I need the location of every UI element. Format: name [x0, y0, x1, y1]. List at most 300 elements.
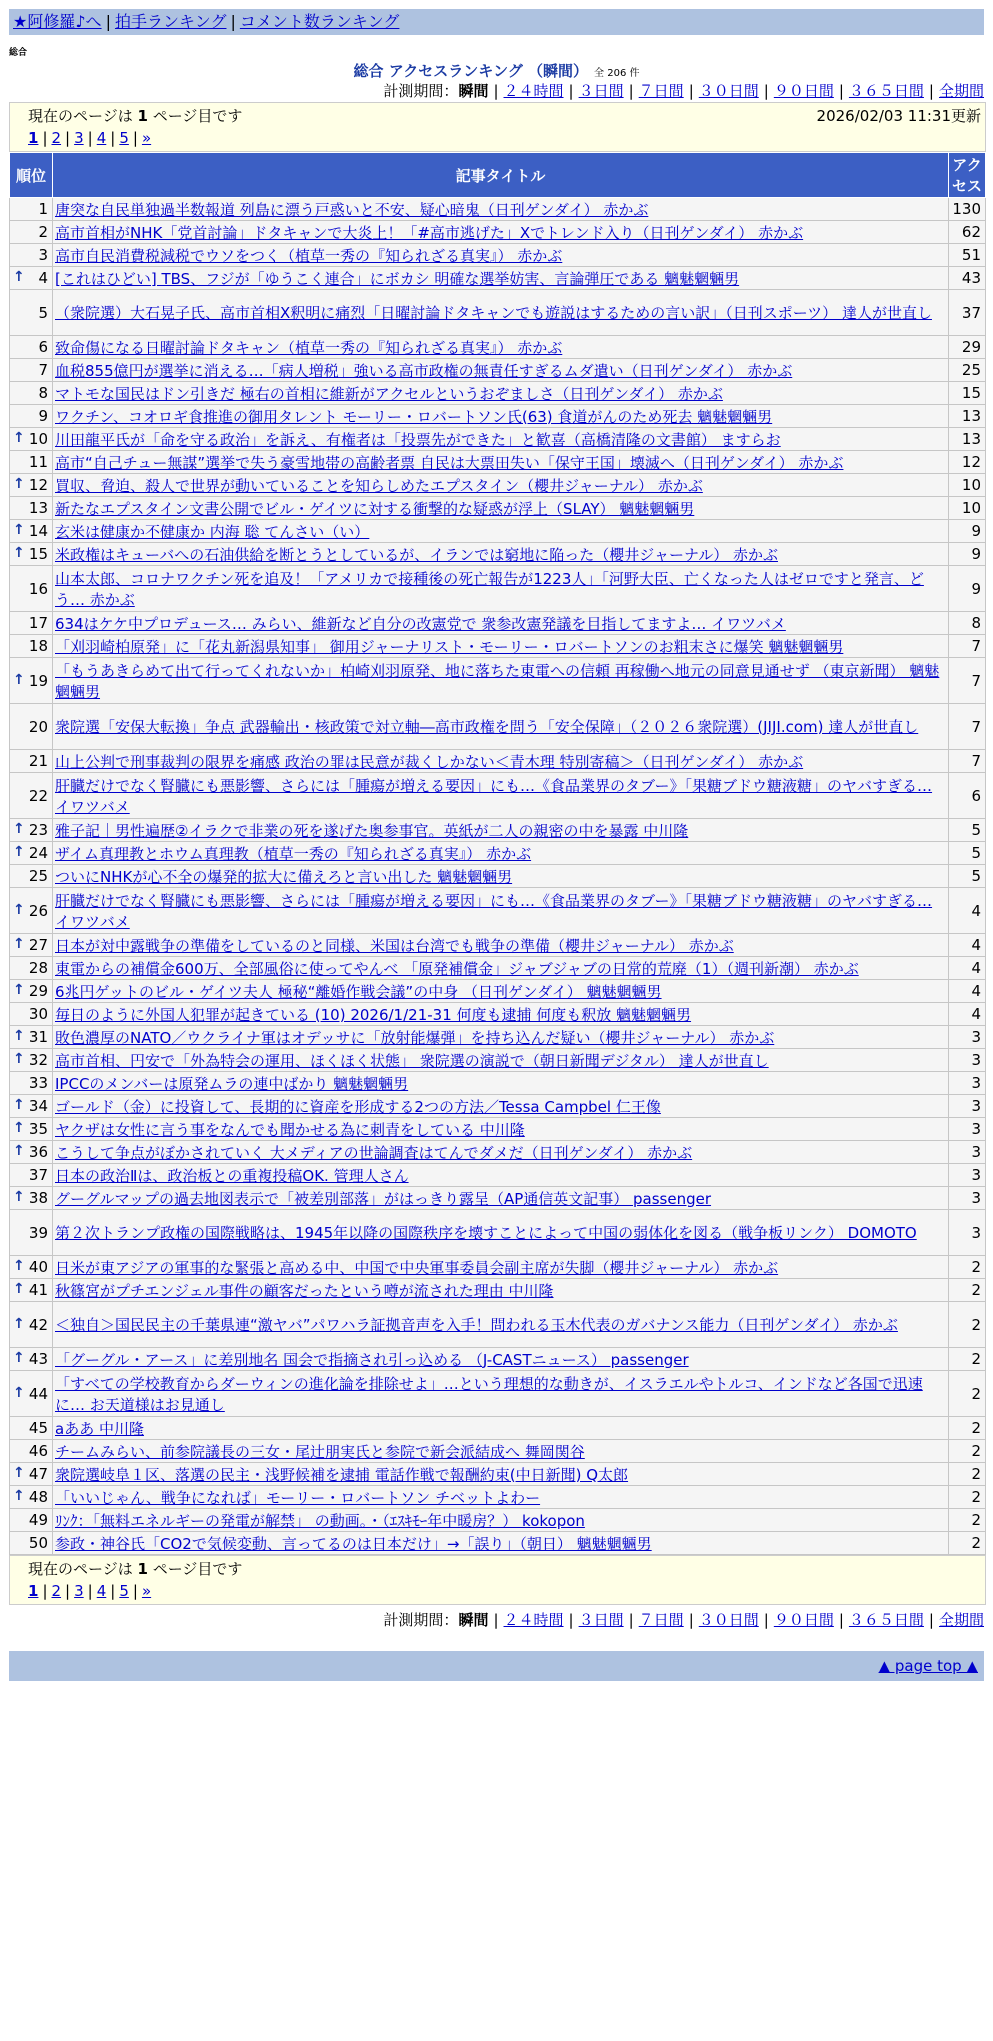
rank-number: 25 — [28, 867, 48, 885]
page-link-2[interactable]: 2 — [51, 1582, 62, 1600]
title-cell — [53, 865, 949, 888]
rank-number: 3 — [38, 246, 48, 264]
table-header-row — [10, 153, 986, 198]
article-title-link[interactable]: 玄米は健康か不健康か 内海 聡 てんさい（い） — [55, 522, 370, 541]
table-row — [10, 934, 986, 957]
period-link[interactable]: ３０日間 — [698, 1611, 759, 1629]
comment-ranking-link[interactable]: コメント数ランキング — [239, 12, 400, 31]
access-count-cell: 7 — [949, 750, 986, 773]
separator: | — [42, 129, 48, 147]
rank-number: 20 — [28, 717, 48, 736]
rank-up-arrow-icon: ↑ — [13, 1120, 25, 1136]
article-title-link[interactable]: 6兆円ゲットのビル・ゲイツ夫人 極秘“離婚作戦会議”の中身 （日刊ゲンダイ） 魑魅魍魎男 — [55, 982, 662, 1001]
article-title-link[interactable]: ついにNHKが心不全の爆発的拡大に備えろと言い出した 魑魅魍魎男 — [55, 867, 513, 886]
article-title-link[interactable]: 買収、脅迫、殺人で世界が動いていることを知らしめたエプスタイン（櫻井ジャーナル） 赤かぶ — [55, 476, 703, 495]
article-title-link[interactable]: 「グーグル・アース」に差別地名 国会で指摘され引っ込める （J-CASTニュース） passenger — [55, 1350, 689, 1369]
rank-up-arrow-icon: ↑ — [13, 522, 25, 538]
access-count-cell: 4 — [949, 1003, 986, 1026]
rank-number: 48 — [28, 1488, 48, 1506]
article-title-link[interactable]: チームみらい、前参院議長の三女・尾辻朋実氏と参院で新会派結成へ 舞岡関谷 — [55, 1442, 585, 1461]
rank-cell — [10, 1440, 53, 1463]
article-title-link[interactable]: 衆院選「安保大転換」争点 武器輸出・核政策で対立軸―高市政権を問う「安全保障」（２０２６衆院選）(JIJI.com) 達人が世直し — [55, 718, 919, 736]
rank-number: 18 — [28, 637, 48, 655]
title-cell — [53, 336, 949, 359]
title-cell — [53, 1003, 949, 1026]
access-count-cell: 2 — [949, 1279, 986, 1302]
rank-number: 49 — [28, 1511, 48, 1529]
title-cell — [53, 451, 949, 474]
article-title-link[interactable]: 高市“自己チュー無謀”選挙で失う豪雪地帯の高齢者票 自民は大票田失い「保守王国」壊滅へ（日刊ゲンダイ） 赤かぶ — [55, 453, 844, 472]
title-cell — [53, 1532, 949, 1555]
title-cell — [53, 1348, 949, 1371]
article-title-link[interactable]: 肝臓だけでなく腎臓にも悪影響、さらには「腫瘍が増える要因」にも…《食品業界のタブー》「果糖ブドウ糖液糖」のヤバすぎる… イワツバメ — [55, 776, 933, 816]
rank-up-arrow-icon: ↑ — [13, 901, 25, 918]
title-cell — [53, 1118, 949, 1141]
title-cell — [53, 612, 949, 635]
access-count-cell: 2 — [949, 1463, 986, 1486]
rank-cell — [10, 1072, 53, 1095]
article-title-link[interactable]: 敗色濃厚のNATO／ウクライナ軍はオデッサに「放射能爆弾」を持ち込んだ疑い（櫻井ジャーナル） 赤かぶ — [55, 1028, 775, 1047]
article-title-link[interactable]: 日本が対中露戦争の準備をしているのと同様、米国は台湾でも戦争の準備（櫻井ジャーナル） 赤かぶ — [55, 936, 734, 955]
rank-up-arrow-icon: ↑ — [13, 1384, 25, 1401]
title-cell — [53, 543, 949, 566]
separator: | — [110, 129, 116, 147]
page-links — [10, 127, 985, 149]
title-cell — [53, 221, 949, 244]
article-title-link[interactable]: 唐突な自民単独過半数報道 列島に漂う戸惑いと不安、疑心暗鬼（日刊ゲンダイ） 赤かぶ — [55, 200, 649, 219]
rank-cell — [10, 520, 53, 543]
column-header-rank: 順位 — [10, 153, 53, 198]
access-count-cell: 2 — [949, 1371, 986, 1417]
article-title-link[interactable]: 「すべての学校教育からダーウィンの進化論を排除せよ」…という理想的な動きが、イスラエルやトルコ、インドなど各国で迅速に… お天道様はお見通し — [55, 1374, 923, 1414]
rank-cell — [10, 1026, 53, 1049]
table-row — [10, 1279, 986, 1302]
rank-cell — [10, 980, 53, 1003]
article-title-link[interactable]: ＜独自＞国民民主の千葉県連“激ヤバ”パワハラ証拠音声を入手！問われる玉木代表のガバナンス能力（日刊ゲンダイ） 赤かぶ — [55, 1316, 898, 1334]
rank-cell — [10, 451, 53, 474]
access-count-cell: 8 — [949, 612, 986, 635]
access-count-cell: 25 — [949, 359, 986, 382]
top-navigation-bar — [9, 9, 984, 35]
page-link-4[interactable]: 4 — [96, 129, 107, 147]
access-count-cell: 3 — [949, 1026, 986, 1049]
table-row — [10, 1486, 986, 1509]
rank-up-arrow-icon: ↑ — [13, 476, 25, 492]
rank-cell — [10, 819, 53, 842]
separator: | — [65, 129, 71, 147]
rank-number: 40 — [28, 1258, 48, 1276]
separator: | — [688, 82, 694, 100]
access-count-cell: 4 — [949, 980, 986, 1003]
access-count-cell: 37 — [949, 290, 986, 336]
table-row — [10, 405, 986, 428]
page-link-5[interactable]: 5 — [119, 1582, 129, 1600]
separator: | — [838, 82, 844, 100]
page-top-link[interactable]: ▲ page top ▲ — [878, 1657, 978, 1675]
rank-number: 45 — [28, 1419, 48, 1437]
rank-cell — [10, 1095, 53, 1118]
table-row — [10, 198, 986, 221]
article-title-link[interactable]: 川田龍平氏が「命を守る政治」を訴え、有権者は「投票先ができた」と歓喜（高橋清隆の文書館） ますらお — [55, 430, 781, 449]
rank-cell — [10, 1003, 53, 1026]
rank-up-arrow-icon: ↑ — [13, 1350, 25, 1366]
article-title-link[interactable]: こうして争点がぼかされていく 大メディアの世論調査はてんでダメだ（日刊ゲンダイ） 赤かぶ — [55, 1143, 693, 1162]
rank-number: 7 — [38, 361, 48, 379]
separator: | — [928, 1611, 934, 1629]
table-row — [10, 1072, 986, 1095]
title-cell — [53, 750, 949, 773]
access-count-cell: 2 — [949, 1532, 986, 1555]
rank-cell — [10, 428, 53, 451]
table-row — [10, 1095, 986, 1118]
rank-cell — [10, 474, 53, 497]
article-title-link[interactable]: 「刈羽崎柏原発」に「花丸新潟県知事」 御用ジャーナリスト・モーリー・ロバートソンのお粗末さに爆笑 魑魅魍魎男 — [55, 637, 844, 656]
access-count-cell: 62 — [949, 221, 986, 244]
table-row — [10, 704, 986, 750]
separator: | — [105, 12, 111, 31]
rank-cell — [10, 221, 53, 244]
period-link[interactable]: ３日間 — [578, 1611, 624, 1629]
rank-up-arrow-icon: ↑ — [13, 1051, 25, 1067]
article-title-link[interactable]: 毎日のように外国人犯罪が起きている (10) 2026/1/21-31 何度も逮捕 何度も釈放 魑魅魍魎男 — [55, 1005, 692, 1024]
rank-number: 47 — [28, 1465, 48, 1483]
page-links — [10, 1580, 985, 1602]
pagination-box-bottom — [9, 1555, 986, 1605]
title-cell — [53, 1463, 949, 1486]
rank-number: 27 — [28, 936, 48, 954]
access-count-cell: 7 — [949, 658, 986, 704]
title-cell — [53, 635, 949, 658]
rank-cell — [10, 1118, 53, 1141]
rank-cell — [10, 543, 53, 566]
article-title-link[interactable]: 第２次トランプ政権の国際戦略は、1945年以降の国際秩序を壊すことによって中国の弱体化を図る（戦争板リンク） DOMOTO — [55, 1224, 917, 1242]
rank-number: 21 — [28, 752, 48, 770]
rank-up-arrow-icon: ↑ — [13, 1281, 25, 1297]
rank-up-arrow-icon: ↑ — [13, 430, 25, 446]
access-count-cell: 10 — [949, 474, 986, 497]
rank-up-arrow-icon: ↑ — [13, 1315, 25, 1332]
rank-number: 4 — [38, 269, 48, 287]
rank-cell — [10, 1486, 53, 1509]
period-selector-top — [0, 80, 984, 102]
table-row — [10, 1256, 986, 1279]
article-title-link[interactable]: グーグルマップの過去地図表示で「被差別部落」がはっきり露呈（AP通信英文記事） passenger — [55, 1189, 712, 1208]
period-link[interactable]: ３０日間 — [698, 82, 759, 100]
article-title-link[interactable]: 日本の政治Ⅱは、政治板との重複投稿OK. 管理人さん — [55, 1166, 409, 1185]
article-title-link[interactable]: 山本太郎、コロナワクチン死を追及！「アメリカで接種後の死亡報告が1223人」「河野大臣、亡くなった人はゼロですと発言、どう… 赤かぶ — [55, 569, 924, 609]
total-count: 全 206 件 — [594, 68, 640, 79]
article-title-link[interactable]: （衆院選）大石晃子氏、高市首相X釈明に痛烈「日曜討論ドタキャンでも遊説はするための言い訳」（日刊スポーツ） 達人が世直し — [55, 304, 932, 322]
rank-cell — [10, 1348, 53, 1371]
current-page-number: 1 — [137, 1560, 148, 1578]
rank-up-arrow-icon: ↑ — [13, 1028, 25, 1044]
rank-number: 5 — [38, 303, 48, 322]
page-link-1[interactable]: 1 — [28, 1582, 39, 1600]
access-count-cell: 7 — [949, 635, 986, 658]
article-title-link[interactable]: ヤクザは女性に言う事をなんでも聞かせる為に刺青をしている 中川隆 — [55, 1120, 525, 1139]
rank-number: 26 — [28, 901, 48, 920]
page-link-2[interactable]: 2 — [51, 129, 62, 147]
article-title-link[interactable]: 新たなエプスタイン文書公開でビル・ゲイツに対する衝撃的な疑惑が浮上（SLAY） 魑魅魍魎男 — [55, 499, 695, 518]
article-title-link[interactable]: 高市首相がNHK「党首討論」ドタキャンで大炎上！「#高市逃げた」Xでトレンド入り（日刊ゲンダイ） 赤かぶ — [55, 223, 804, 242]
table-row — [10, 566, 986, 612]
table-row — [10, 1302, 986, 1348]
title-cell — [53, 1509, 949, 1532]
rank-number: 31 — [28, 1028, 48, 1046]
article-title-link[interactable]: 雅子記｜男性遍歴②イラクで非業の死を遂げた奥参事官。英紙が二人の親密の中を暴露 中川隆 — [55, 821, 689, 840]
access-count-cell: 7 — [949, 704, 986, 750]
table-row — [10, 1463, 986, 1486]
title-cell — [53, 428, 949, 451]
table-row — [10, 980, 986, 1003]
article-title-link[interactable]: 高市首相、円安で「外為特会の運用、ほくほく状態」 衆院選の演説で（朝日新聞デジタル） 達人が世直し — [55, 1051, 769, 1070]
rank-cell — [10, 1164, 53, 1187]
separator: | — [65, 1582, 71, 1600]
rank-number: 42 — [28, 1315, 48, 1334]
article-title-link[interactable]: 高市自民消費税減税でウソをつく（植草一秀の『知られざる真実』） 赤かぶ — [55, 246, 563, 265]
article-title-link[interactable]: 秋篠宮がプチエンジェル事件の顧客だったという噂が流された理由 中川隆 — [55, 1281, 554, 1300]
rank-cell — [10, 1302, 53, 1348]
article-title-link[interactable]: 東電からの補償金600万、全部風俗に使ってやんべ 「原発補償金」ジャブジャブの日常的荒廃（1）（週刊新潮） 赤かぶ — [55, 959, 859, 978]
rank-cell — [10, 198, 53, 221]
table-row — [10, 267, 986, 290]
article-title-link[interactable]: 634はケケ中プロデュース… みらい、維新など自分の改憲党で 衆参改憲発議を目指してますよ… イワツバメ — [55, 614, 786, 633]
current-page-prefix: 現在のページは — [28, 1560, 138, 1578]
rank-up-arrow-icon: ↑ — [13, 269, 25, 285]
article-title-link[interactable]: マトモな国民はドン引きだ 極右の首相に維新がアクセルというおぞましさ（日刊ゲンダイ） 赤かぶ — [55, 384, 723, 403]
rank-number: 17 — [28, 614, 48, 632]
rank-cell — [10, 865, 53, 888]
rank-cell — [10, 957, 53, 980]
article-title-link[interactable]: 山上公判で刑事裁判の限界を痛感 政治の罪は民意が裁くしかない＜青木理 特別寄稿＞（日刊ゲンダイ） 赤かぶ — [55, 752, 804, 771]
rank-cell — [10, 1279, 53, 1302]
table-row — [10, 658, 986, 704]
rank-number: 43 — [28, 1350, 48, 1368]
period-link[interactable]: ９０日間 — [773, 82, 834, 100]
period-link[interactable]: ９０日間 — [773, 1611, 834, 1629]
rank-up-arrow-icon: ↑ — [13, 982, 25, 998]
title-cell — [53, 267, 949, 290]
ranking-table-body — [10, 198, 986, 1555]
access-count-cell: 4 — [949, 957, 986, 980]
article-title-link[interactable]: ワクチン、コオロギ食推進の御用タレント モーリー・ロバートソン氏(63) 食道がんのため死去 魑魅魍魎男 — [55, 407, 773, 426]
rank-cell — [10, 1141, 53, 1164]
access-count-cell: 3 — [949, 1210, 986, 1256]
current-page-prefix: 現在のページは — [28, 107, 138, 125]
article-title-link[interactable]: 致命傷になる日曜討論ドタキャン（植草一秀の『知られざる真実』） 赤かぶ — [55, 338, 563, 357]
title-cell — [53, 474, 949, 497]
article-title-link[interactable]: 「もうあきらめて出て行ってくれないか」柏崎刈羽原発、地に落ちた東電への信頼 再稼働へ地元の同意見通せず （東京新聞） 魑魅魍魎男 — [55, 661, 940, 701]
rank-number: 46 — [28, 1442, 48, 1460]
next-page-link[interactable]: » — [141, 129, 152, 147]
separator: | — [110, 1582, 116, 1600]
access-count-cell: 10 — [949, 497, 986, 520]
access-count-cell: 2 — [949, 1348, 986, 1371]
table-row — [10, 1348, 986, 1371]
period-link[interactable]: ２４時間 — [503, 1611, 564, 1629]
column-header-title: 記事タイトル — [53, 153, 949, 198]
table-row — [10, 1417, 986, 1440]
period-label: 計測期間： — [383, 82, 459, 100]
period-link[interactable]: ３６５日間 — [848, 82, 924, 100]
access-count-cell: 3 — [949, 1141, 986, 1164]
title-cell — [53, 1302, 949, 1348]
article-title-link[interactable]: [これはひどい] TBS、フジが「ゆうこく連合」にボカシ 明確な選挙妨害、言論弾圧である 魑魅魍魎男 — [55, 269, 740, 288]
title-cell — [53, 842, 949, 865]
rank-cell — [10, 934, 53, 957]
article-title-link[interactable]: 「いいじゃん、戦争になれば」モーリー・ロバートソン チベットよわー — [55, 1488, 541, 1507]
title-cell — [53, 658, 949, 704]
period-link[interactable]: ３６５日間 — [848, 1611, 924, 1629]
rank-cell — [10, 244, 53, 267]
rank-cell — [10, 1509, 53, 1532]
rank-cell — [10, 267, 53, 290]
rank-up-arrow-icon: ↑ — [13, 1189, 25, 1205]
rank-number: 41 — [28, 1281, 48, 1299]
rank-cell — [10, 1049, 53, 1072]
rank-number: 1 — [38, 200, 48, 218]
title-cell — [53, 1371, 949, 1417]
rank-cell — [10, 382, 53, 405]
separator: | — [87, 1582, 93, 1600]
title-cell — [53, 704, 949, 750]
rank-up-arrow-icon: ↑ — [13, 1143, 25, 1159]
table-row — [10, 1003, 986, 1026]
article-title-link[interactable]: 米政権はキューバへの石油供給を断とうとしているが、イランでは窮地に陥った（櫻井ジャーナル） 赤かぶ — [55, 545, 778, 564]
rank-cell — [10, 359, 53, 382]
access-count-cell: 9 — [949, 520, 986, 543]
rank-number: 12 — [28, 476, 48, 494]
table-row — [10, 474, 986, 497]
period-link[interactable]: 全期間 — [938, 82, 984, 100]
access-count-cell: 3 — [949, 1118, 986, 1141]
separator: | — [763, 82, 769, 100]
access-count-cell: 9 — [949, 566, 986, 612]
table-row — [10, 612, 986, 635]
rank-cell — [10, 290, 53, 336]
title-cell — [53, 1164, 949, 1187]
title-cell — [53, 888, 949, 934]
article-title-link[interactable]: 衆院選岐阜１区、落選の民主・浅野候補を逮捕 電話作戦で報酬約束(中日新聞) Q太郎 — [55, 1465, 629, 1484]
period-link[interactable]: ７日間 — [638, 1611, 684, 1629]
table-row — [10, 290, 986, 336]
title-cell — [53, 819, 949, 842]
table-row — [10, 451, 986, 474]
current-page-suffix: ページ目です — [147, 1560, 243, 1578]
rank-number: 8 — [38, 384, 48, 402]
page-link-3[interactable]: 3 — [74, 129, 84, 147]
title-cell — [53, 566, 949, 612]
rank-cell — [10, 658, 53, 704]
access-count-cell: 51 — [949, 244, 986, 267]
title-cell — [53, 1141, 949, 1164]
rank-cell — [10, 1532, 53, 1555]
table-row — [10, 359, 986, 382]
table-row — [10, 520, 986, 543]
title-cell — [53, 1026, 949, 1049]
page-link-3[interactable]: 3 — [74, 1582, 84, 1600]
access-count-cell: 13 — [949, 405, 986, 428]
pagination-box-top — [9, 102, 986, 152]
access-count-cell: 3 — [949, 1095, 986, 1118]
article-title-link[interactable]: 血税855億円が選挙に消える…「病人増税」強いる高市政権の無責任すぎるムダ遣い（日刊ゲンダイ） 赤かぶ — [55, 361, 793, 380]
separator: | — [493, 1611, 499, 1629]
separator: | — [838, 1611, 844, 1629]
access-count-cell: 3 — [949, 1164, 986, 1187]
current-page-suffix: ページ目です — [147, 107, 243, 125]
access-count-cell: 2 — [949, 1486, 986, 1509]
article-title-link[interactable]: ザイム真理教とホウム真理教（植草一秀の『知られざる真実』） 赤かぶ — [55, 844, 532, 863]
article-title-link[interactable]: ﾘﾝｸ：「無料エネルギーの発電が解禁」 の動画。・（ｴｽｷﾓｰ年中暖房？） kokopon — [55, 1511, 585, 1530]
rank-number: 16 — [28, 579, 48, 598]
access-count-cell: 130 — [949, 198, 986, 221]
access-count-cell: 4 — [949, 934, 986, 957]
rank-number: 11 — [28, 453, 48, 471]
article-title-link[interactable]: aああ 中川隆 — [55, 1419, 144, 1438]
access-count-cell: 9 — [949, 543, 986, 566]
period-link[interactable]: ７日間 — [638, 82, 684, 100]
rank-cell — [10, 336, 53, 359]
page-link-4[interactable]: 4 — [96, 1582, 107, 1600]
rank-number: 14 — [28, 522, 48, 540]
access-count-cell: 3 — [949, 1049, 986, 1072]
article-title-link[interactable]: IPCCのメンバーは原発ムラの連中ばかり 魑魅魍魎男 — [55, 1074, 409, 1093]
period-label: 計測期間： — [383, 1611, 459, 1629]
rank-number: 29 — [28, 982, 48, 1000]
rank-cell — [10, 1417, 53, 1440]
table-row — [10, 244, 986, 267]
access-count-cell: 5 — [949, 819, 986, 842]
page-link-5[interactable]: 5 — [119, 129, 129, 147]
table-row — [10, 1509, 986, 1532]
separator: | — [688, 1611, 694, 1629]
period-link[interactable]: 全期間 — [938, 1611, 984, 1629]
separator: | — [493, 82, 499, 100]
title-cell — [53, 198, 949, 221]
period-link[interactable]: ３日間 — [578, 82, 624, 100]
table-row — [10, 382, 986, 405]
rank-number: 37 — [28, 1166, 48, 1184]
table-row — [10, 543, 986, 566]
title-cell — [53, 934, 949, 957]
article-title-link[interactable]: 日米が東アジアの軍事的な緊張と高める中、中国で中央軍事委員会副主席が失脚（櫻井ジャーナル） 赤かぶ — [55, 1258, 779, 1277]
title-cell — [53, 1279, 949, 1302]
title-cell — [53, 957, 949, 980]
page-link-1[interactable]: 1 — [28, 129, 39, 147]
next-page-link[interactable]: » — [141, 1582, 152, 1600]
separator: | — [628, 82, 634, 100]
rank-number: 9 — [38, 407, 48, 425]
footer-bar — [9, 1651, 984, 1681]
article-title-link[interactable]: ゴールド（金）に投資して、長期的に資産を形成する2つの方法／Tessa Campbel 仁王像 — [55, 1097, 661, 1116]
article-title-link[interactable]: 参政・神谷氏「CO2で気候変動、言ってるのは日本だけ」→「誤り」（朝日） 魑魅魍魎男 — [55, 1534, 652, 1553]
separator: | — [568, 1611, 574, 1629]
table-row — [10, 957, 986, 980]
rank-cell — [10, 1463, 53, 1486]
rank-number: 38 — [28, 1189, 48, 1207]
period-link[interactable]: ２４時間 — [503, 82, 564, 100]
home-link[interactable]: ★阿修羅♪へ — [13, 12, 102, 31]
table-row — [10, 842, 986, 865]
title-cell — [53, 1256, 949, 1279]
applause-ranking-link[interactable]: 拍手ランキング — [114, 12, 227, 31]
title-cell — [53, 290, 949, 336]
rank-up-arrow-icon: ↑ — [13, 1097, 25, 1113]
table-row — [10, 773, 986, 819]
table-row — [10, 1187, 986, 1210]
article-title-link[interactable]: 肝臓だけでなく腎臓にも悪影響、さらには「腫瘍が増える要因」にも…《食品業界のタブー》「果糖ブドウ糖液糖」のヤバすぎる… イワツバメ — [55, 891, 933, 931]
access-count-cell: 3 — [949, 1072, 986, 1095]
